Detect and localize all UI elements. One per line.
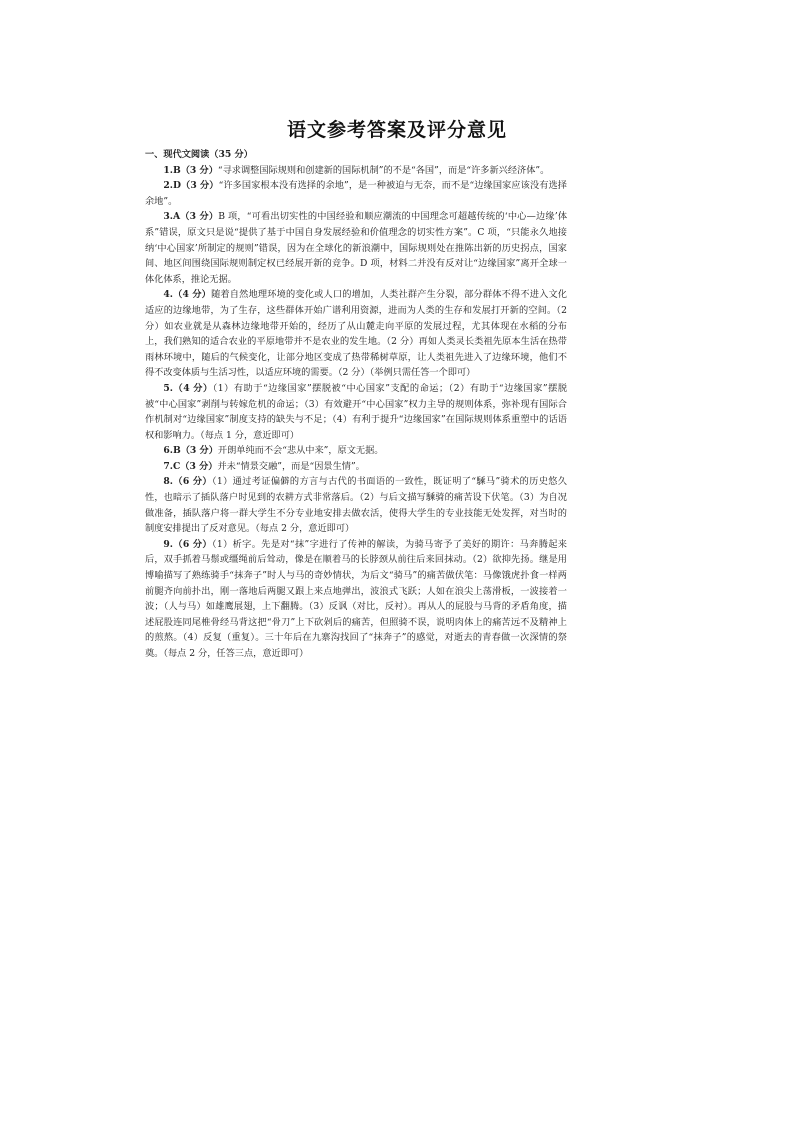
answer-text: B 项，“可看出切实性的中国经验和顺应潮流的中国理念可超越传统的‘中心—边缘’体系”错误，原文只是说“提供了基于中国自身发展经验和价值理念的切实性方案”。C 项，“只能永久地接纳‘中心国家’所制定的规则”错误，因为在全球化的新浪潮中，国际规则处在推陈出新的历史拐点，国家间、地区间围绕国际规则制定权已经展开新的竞争。D 项，材料二并没有反对让“边缘国家”离开全球一体化体系，推论无据。 xyxy=(145,211,568,285)
answer-text: （1）析字。先是对“抹”字进行了传神的解读，为骑马寄予了美好的期许：马奔腾起来后，双手抓着马鬃或缰绳前后耸动，像是在顺着马的长脖颈从前往后来回抹动。（2）欲抑先扬。继是用博喻描写了熟练骑手“抹奔子”时人与马的奇妙情状，为后文“骑马”的痛苦做伏笔：马像饿虎扑食一样两前腿齐向前扑出，刚一落地后两腿又跟上来点地弹出，波浪式飞跃；人如在浪尖上荡滑板，一波接着一波；（人与马）如雄鹰展翅，上下翻腾。（3）反讽（对比，反衬）。再从人的屁股与马背的矛盾角度，描述屁股连同尾椎骨经马背这把“骨刀”上下砍剁后的痛苦，但照骑不误，说明肉体上的痛苦远不及精神上的煎熬。（4）反复（重复）。三十年后在九寨沟找回了“抹奔子”的感觉，对逝去的青春做一次深情的祭奠。（每点 2 分，任答三点，意近即可） xyxy=(145,538,567,659)
answer-text: “许多国家根本没有选择的余地”，是一种被迫与无奈，而不是“边缘国家应该没有选择余地”。 xyxy=(145,180,567,207)
answer-label: 7.C（3 分） xyxy=(163,460,218,472)
answer-item-9 xyxy=(145,537,567,662)
answer-text: “寻求调整国际规则和创建新的国际机制”的不是“各国”，而是“许多新兴经济体”。 xyxy=(217,164,550,176)
answer-label: 3.A（3 分） xyxy=(163,211,219,223)
answer-text: 并未“情景交融”，而是“因景生情”。 xyxy=(217,460,365,472)
answer-label: 1.B（3 分） xyxy=(163,164,218,176)
answer-item-2 xyxy=(145,178,567,209)
answer-text: （1）通过考证偏僻的方言与古代的书面语的一致性，既证明了“騬马”骑术的历史悠久性，也暗示了插队落户时见到的农耕方式非常落后。（2）与后文描写騬骑的痛苦设下伏笔。（3）为自况做准备，插队落户将一群大学生不分专业地安排去做农活，使得大学生的专业技能无处发挥，对当时的制度安排提出了反对意见。（每点 2 分，意近即可） xyxy=(145,476,567,535)
section-heading: 一、现代文阅读（35 分） xyxy=(145,149,253,160)
answer-item-5 xyxy=(145,381,567,443)
answer-item-8 xyxy=(145,474,567,536)
answer-text: （1）有助于“边缘国家”摆脱被“中心国家”支配的命运；（2）有助于“边缘国家”摆脱被“中心国家”剥削与转嫁危机的命运；（3）有效避开“中心国家”权力主导的规则体系，弥补现有国际合作机制对“边缘国家”制度支持的缺失与不足；（4）有利于提升“边缘国家”在国际规则体系重塑中的话语权和影响力。（每点 1 分，意近即可） xyxy=(145,382,568,441)
answer-label: 2.D（3 分） xyxy=(163,180,219,192)
document-title: 语文参考答案及评分意见 xyxy=(286,119,507,141)
answer-label: 9.（6 分） xyxy=(163,538,212,550)
answer-label: 5.（4 分） xyxy=(163,382,213,394)
answer-item-7 xyxy=(145,459,567,475)
answer-label: 4.（4 分） xyxy=(163,289,212,301)
answer-text: 开朗单纯而不会“悲从中来”，原文无据。 xyxy=(217,445,384,457)
answer-label: 6.B（3 分） xyxy=(163,445,218,457)
answer-item-4 xyxy=(145,287,567,381)
answer-item-3 xyxy=(145,209,567,287)
answer-text: 随着自然地理环境的变化或人口的增加，人类社群产生分裂，部分群体不得不进入文化适应的边缘地带，为了生存，这些群体开始广谱利用资源，进而为人类的生存和发展打开新的空间。（2 分）如农业就是从森林边缘地带开始的，经历了从山麓走向平原的发展过程，尤其体现在水稻的分布上，我们熟知的适合农业的平原地带并不是农业的发生地。（2 分）再如人类灵长类祖先原本生活在热带雨林环境中，随后的气候变化，让部分地区变成了热带稀树草原，让人类祖先进入了边缘环境，他们不得不改变体质与生活习性，以适应环境的需要。（2 分）（举例只需任答一个即可） xyxy=(145,289,567,379)
answer-item-6 xyxy=(145,443,567,459)
answer-label: 8.（6 分） xyxy=(163,476,212,488)
answer-content xyxy=(145,147,567,662)
answer-item-1 xyxy=(145,163,567,179)
